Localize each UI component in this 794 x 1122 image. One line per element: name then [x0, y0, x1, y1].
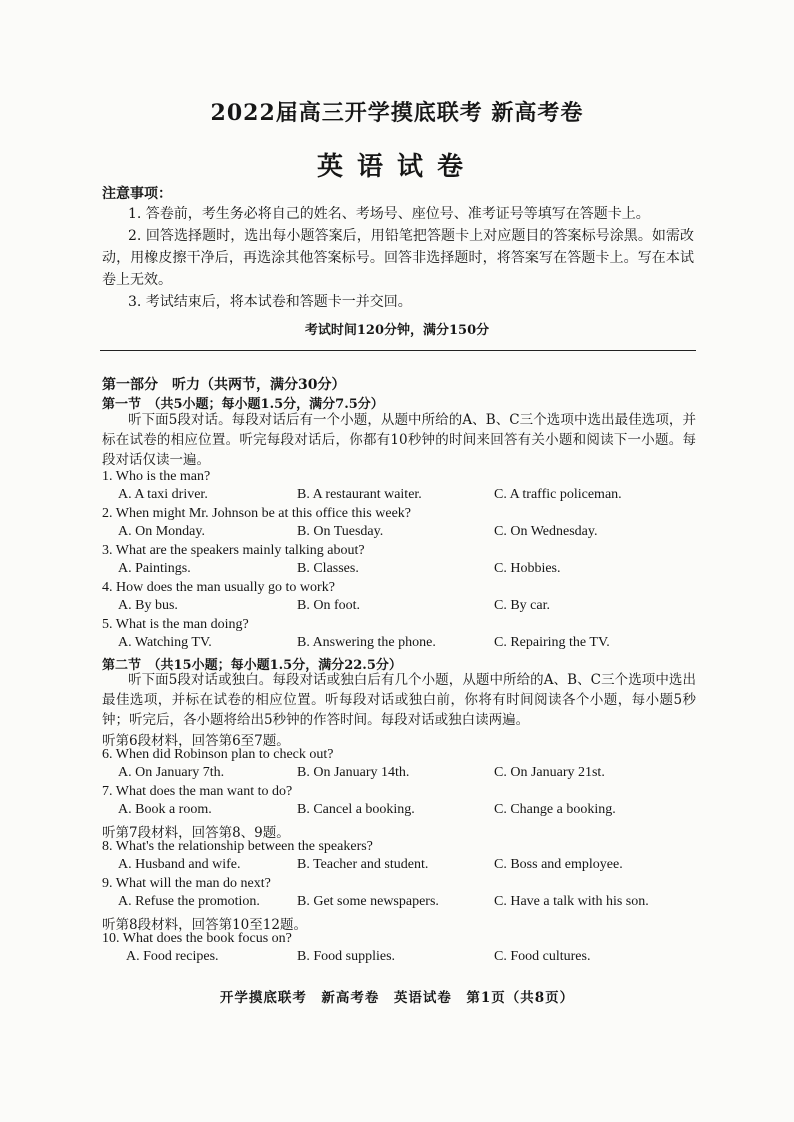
option-b: B. Answering the phone. [297, 635, 436, 650]
page-footer: 开学摸底联考 新高考卷 英语试卷 第1页（共8页） [219, 990, 575, 1006]
option-a: A. A taxi driver. [118, 487, 208, 502]
section2-instruction: 听下面5段对话或独白。每段对话或独白后有几个小题，从题中所给的A、B、C三个选项中选出最佳选项，并标在试卷的相应位置。听每段对话或独白前，你将有时间阅读各个小题，每小题5秒钟；听完后，各小题将给出5秒钟的作答时间。每段对话或独白读两遍。 [102, 672, 696, 728]
notice-item-1: 1. 答卷前，考生务必将自己的姓名、考场号、座位号、准考证号等填写在答题卡上。 [128, 206, 650, 222]
material-8: 听第8段材料，回答第10至12题。 [102, 917, 307, 933]
option-b: B. Teacher and student. [297, 857, 429, 872]
option-a: A. Food recipes. [126, 949, 219, 964]
option-c: C. On January 21st. [494, 765, 605, 780]
exam-title: 2022届高三开学摸底联考 新高考卷 [210, 100, 584, 126]
option-a: A. By bus. [118, 598, 178, 613]
option-b: B. On Tuesday. [297, 524, 384, 539]
notice-item-3: 3. 考试结束后，将本试卷和答题卡一并交回。 [128, 294, 412, 310]
exam-time: 考试时间120分钟，满分150分 [304, 323, 490, 338]
question-stem: 10. What does the book focus on? [102, 931, 292, 946]
question-stem: 8. What's the relationship between the speakers? [102, 839, 373, 854]
option-b: B. On foot. [297, 598, 360, 613]
option-a: A. On January 7th. [118, 765, 225, 780]
option-c: C. Food cultures. [494, 949, 591, 964]
question-stem: 4. How does the man usually go to work? [102, 580, 335, 595]
option-b: B. Get some newspapers. [297, 894, 439, 909]
option-a: A. Refuse the promotion. [118, 894, 260, 909]
option-c: C. Change a booking. [494, 802, 616, 817]
option-b: B. Food supplies. [297, 949, 396, 964]
notice-heading: 注意事项： [102, 186, 172, 202]
option-b: B. On January 14th. [297, 765, 410, 780]
part1-title: 第一部分 听力（共两节，满分30分） [102, 377, 346, 393]
subject-title: 英语试卷 [316, 152, 477, 182]
option-c: C. By car. [494, 598, 550, 613]
option-c: C. A traffic policeman. [494, 487, 622, 502]
question-stem: 6. When did Robinson plan to check out? [102, 747, 334, 762]
question-stem: 3. What are the speakers mainly talking about? [102, 543, 365, 558]
option-b: B. Cancel a booking. [297, 802, 415, 817]
option-a: A. Watching TV. [118, 635, 212, 650]
notice-item-2: 2. 回答选择题时，选出每小题答案后，用铅笔把答题卡上对应题目的答案标号涂黑。如需改动，用橡皮擦干净后，再选涂其他答案标号。回答非选择题时，将答案写在答题卡上。写在本试卷上无效。 [102, 228, 694, 288]
option-c: C. Repairing the TV. [494, 635, 610, 650]
option-a: A. Paintings. [118, 561, 191, 576]
question-stem: 2. When might Mr. Johnson be at this office this week? [102, 506, 411, 521]
material-6: 听第6段材料，回答第6至7题。 [102, 733, 290, 749]
divider-line [100, 350, 696, 351]
option-a: A. Husband and wife. [118, 857, 241, 872]
option-c: C. Hobbies. [494, 561, 561, 576]
option-b: B. Classes. [297, 561, 359, 576]
section2-title: 第二节 （共15小题；每小题1.5分，满分22.5分） [102, 658, 402, 673]
question-stem: 5. What is the man doing? [102, 617, 249, 632]
option-c: C. On Wednesday. [494, 524, 598, 539]
option-a: A. Book a room. [118, 802, 212, 817]
question-stem: 7. What does the man want to do? [102, 784, 293, 799]
section1-title: 第一节 （共5小题；每小题1.5分，满分7.5分） [102, 397, 384, 412]
option-c: C. Have a talk with his son. [494, 894, 649, 909]
option-b: B. A restaurant waiter. [297, 487, 422, 502]
question-stem: 9. What will the man do next? [102, 876, 271, 891]
section1-instruction: 听下面5段对话。每段对话后有一个小题，从题中所给的A、B、C三个选项中选出最佳选项，并标在试卷的相应位置。听完每段对话后，你都有10秒钟的时间来回答有关小题和阅读下一小题。每段对话仅读一遍。 [102, 412, 696, 468]
material-7: 听第7段材料，回答第8、9题。 [102, 825, 290, 841]
option-a: A. On Monday. [118, 524, 205, 539]
question-stem: 1. Who is the man? [102, 469, 211, 484]
option-c: C. Boss and employee. [494, 857, 623, 872]
